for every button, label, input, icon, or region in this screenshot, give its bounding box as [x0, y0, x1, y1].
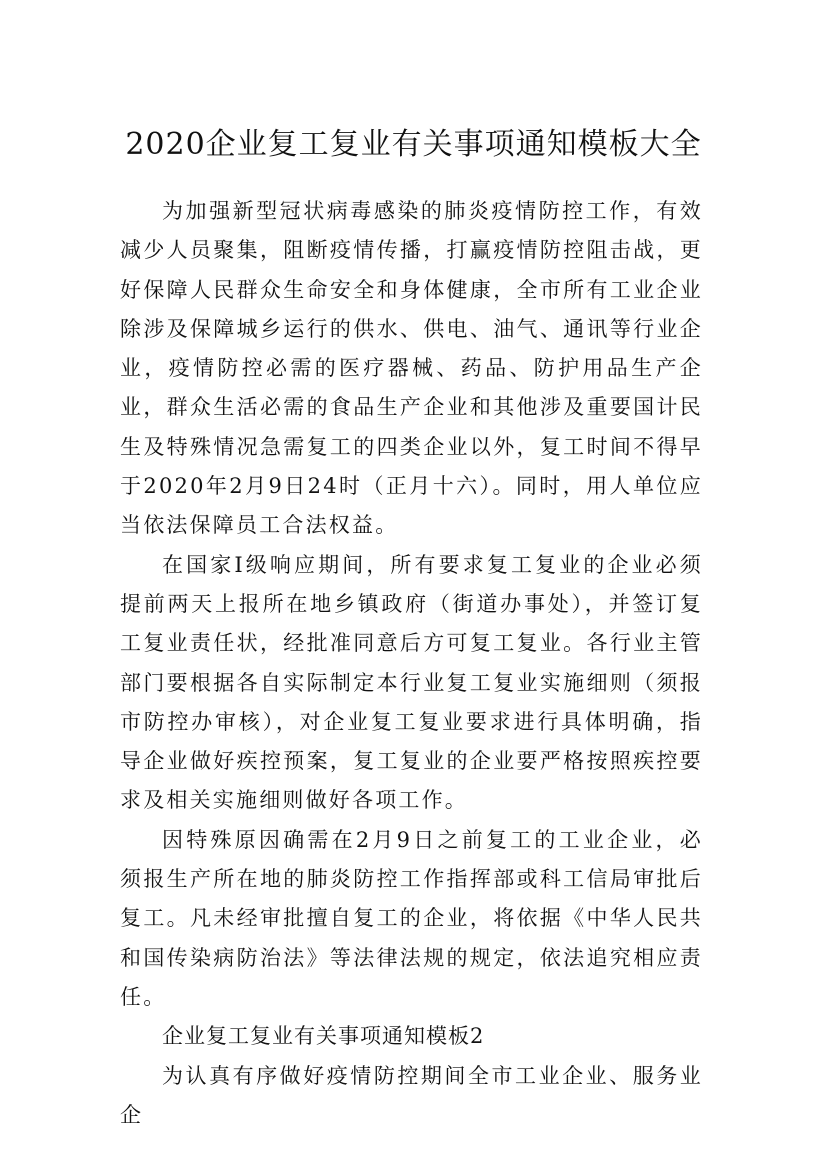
paragraph-1: 为加强新型冠状病毒感染的肺炎疫情防控工作，有效减少人员聚集，阻断疫情传播，打赢疫情防控阻击战，更好保障人民群众生命安全和身体健康，全市所有工业企业除涉及保障城乡运行的供水、供电、油气、通讯等行业企业，疫情防控必需的医疗器械、药品、防护用品生产企业，群众生活必需的食品生产企业和其他涉及重要国计民生及特殊情况急需复工的四类企业以外，复工时间不得早于2020年2月9日24时（正月十六）。同时，用人单位应当依法保障员工合法权益。 — [120, 199, 703, 538]
document-body — [120, 192, 703, 1135]
document-title: 2020企业复工复业有关事项通知模板大全 — [125, 127, 702, 163]
paragraph-2: 在国家I级响应期间，所有要求复工复业的企业必须提前两天上报所在地乡镇政府（街道办事处），并签订复工复业责任状，经批准同意后方可复工复业。各行业主管部门要根据各自实际制定本行业复工复业实施细则（须报市防控办审核），对企业复工复业要求进行具体明确，指导企业做好疾控预案，复工复业的企业要严格按照疾控要求及相关实施细则做好各项工作。 — [120, 552, 703, 813]
paragraph-4: 为认真有序做好疫情防控期间全市工业企业、服务业企 — [120, 1063, 703, 1127]
paragraph-3: 因特殊原因确需在2月9日之前复工的工业企业，必须报生产所在地的肺炎防控工作指挥部或科工信局审批后复工。凡未经审批擅自复工的企业，将依据《中华人民共和国传染病防治法》等法律法规的规定，依法追究相应责任。 — [120, 827, 703, 1009]
section-subheading: 企业复工复业有关事项通知模板2 — [162, 1024, 485, 1049]
